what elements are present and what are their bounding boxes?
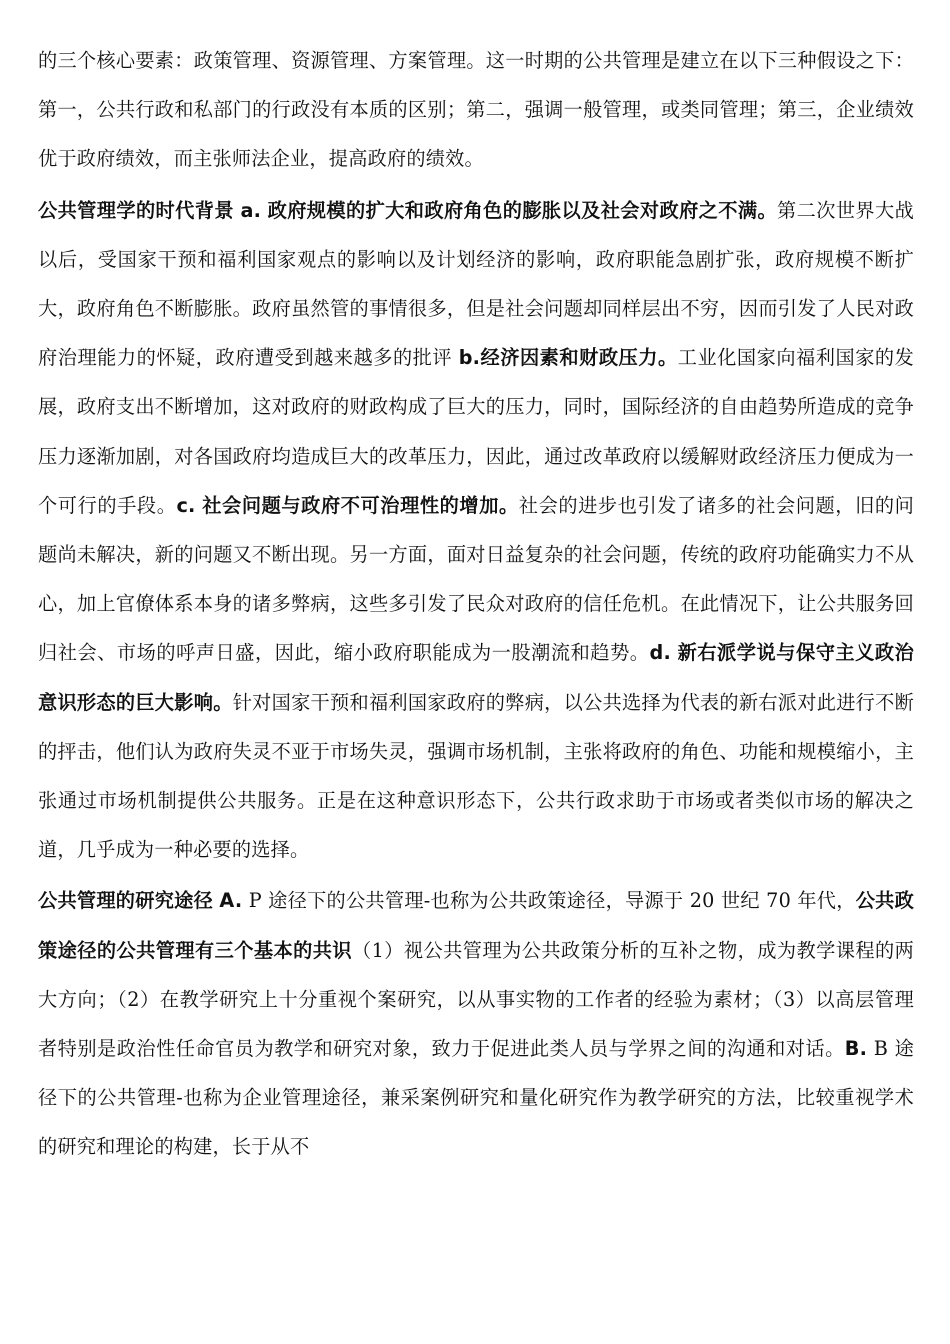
item-title-a: 政府规模的扩大和政府角色的膨胀以及社会对政府之不满。 (267, 198, 778, 222)
approach-label-a: A. (219, 889, 243, 913)
item-body-c: 社会的进步也引发了诸多的社会问题，旧的问题尚未解决，新的问题又不断出现。另一方面，面对日益复杂的社会问题，传统的政府功能确实力不从心，加上官僚体系本身的诸多弊病，这些多引发了民众对政府的信任危机。在此情况下，让公共服务回归社会、市场的呼声日盛，因此，缩小政府职能成为一股潮流和趋势。 (38, 493, 915, 665)
consensus-title: 公共政策途径的公共管理有三个基本的共识 (38, 889, 914, 962)
section-heading-research-approaches: 公共管理的研究途径 (38, 889, 214, 913)
approach-body-b: B 途径下的公共管理-也称为企业管理途径，兼采案例研究和量化研究作为教学研究的方法，比较重视学术的研究和理论的构建，长于从不 (38, 1037, 914, 1159)
item-title-d: 新右派学说与保守主义政治意识形态的巨大影响。 (38, 641, 914, 714)
item-body-b: 工业化国家向福利国家的发展，政府支出不断增加，这对政府的财政构成了巨大的压力，同时，国际经济的自由趋势所造成的竞争压力逐渐加剧，对各国政府均造成巨大的改革压力，因此，通过改革政府以缓解财政经济压力便成为一个可行的手段。 (38, 346, 915, 517)
section-heading-era-background: 公共管理学的时代背景 (38, 198, 234, 222)
paragraph-core-elements (38, 36, 914, 184)
item-label-d: d. (649, 641, 671, 665)
consensus-body: （1）视公共管理为公共政策分析的互补之物，成为教学课程的两大方向；（2）在教学研究上十分重视个案研究，以从事实物的工作者的经验为素材；（3）以高层管理者特别是政治性任命官员为教学和研究对象，致力于促进此类人员与学界之间的沟通和对话。 (38, 938, 914, 1061)
item-title-b: 经济因素和财政压力。 (480, 346, 678, 370)
approach-label-b: B. (844, 1037, 868, 1061)
item-label-b: b. (458, 346, 481, 370)
paragraph-era-background (38, 186, 914, 875)
paragraph-text: 的三个核心要素：政策管理、资源管理、方案管理。这一时期的公共管理是建立在以下三种假设之下：第一，公共行政和私部门的行政没有本质的区别；第二，强调一般管理，或类同管理；第三，企业绩效优于政府绩效，而主张师法企业，提高政府的绩效。 (38, 49, 914, 171)
item-label-c: c. (176, 493, 196, 517)
item-title-c: 社会问题与政府不可治理性的增加。 (202, 493, 519, 517)
item-body-d: 针对国家干预和福利国家政府的弊病，以公共选择为代表的新右派对此进行不断的抨击，他们认为政府失灵不亚于市场失灵，强调市场机制，主张将政府的角色、功能和规模缩小，主张通过市场机制提供公共服务。正是在这种意识形态下，公共行政求助于市场或者类似市场的解决之道，几乎成为一种必要的选择。 (38, 690, 915, 862)
item-label-a: a. (240, 198, 262, 222)
document-page (38, 36, 914, 1172)
item-body-a: 第二次世界大战以后，受国家干预和福利国家观点的影响以及计划经济的影响，政府职能急剧扩张，政府规模不断扩大，政府角色不断膨胀。政府虽然管的事情很多，但是社会问题却同样层出不穷，因而引发了人民对政府治理能力的怀疑，政府遭受到越来越多的批评 (38, 198, 914, 370)
paragraph-research-approaches (38, 876, 914, 1171)
approach-body-a: P 途径下的公共管理-也称为公共政策途径，导源于 20 世纪 70 年代， (248, 889, 856, 913)
